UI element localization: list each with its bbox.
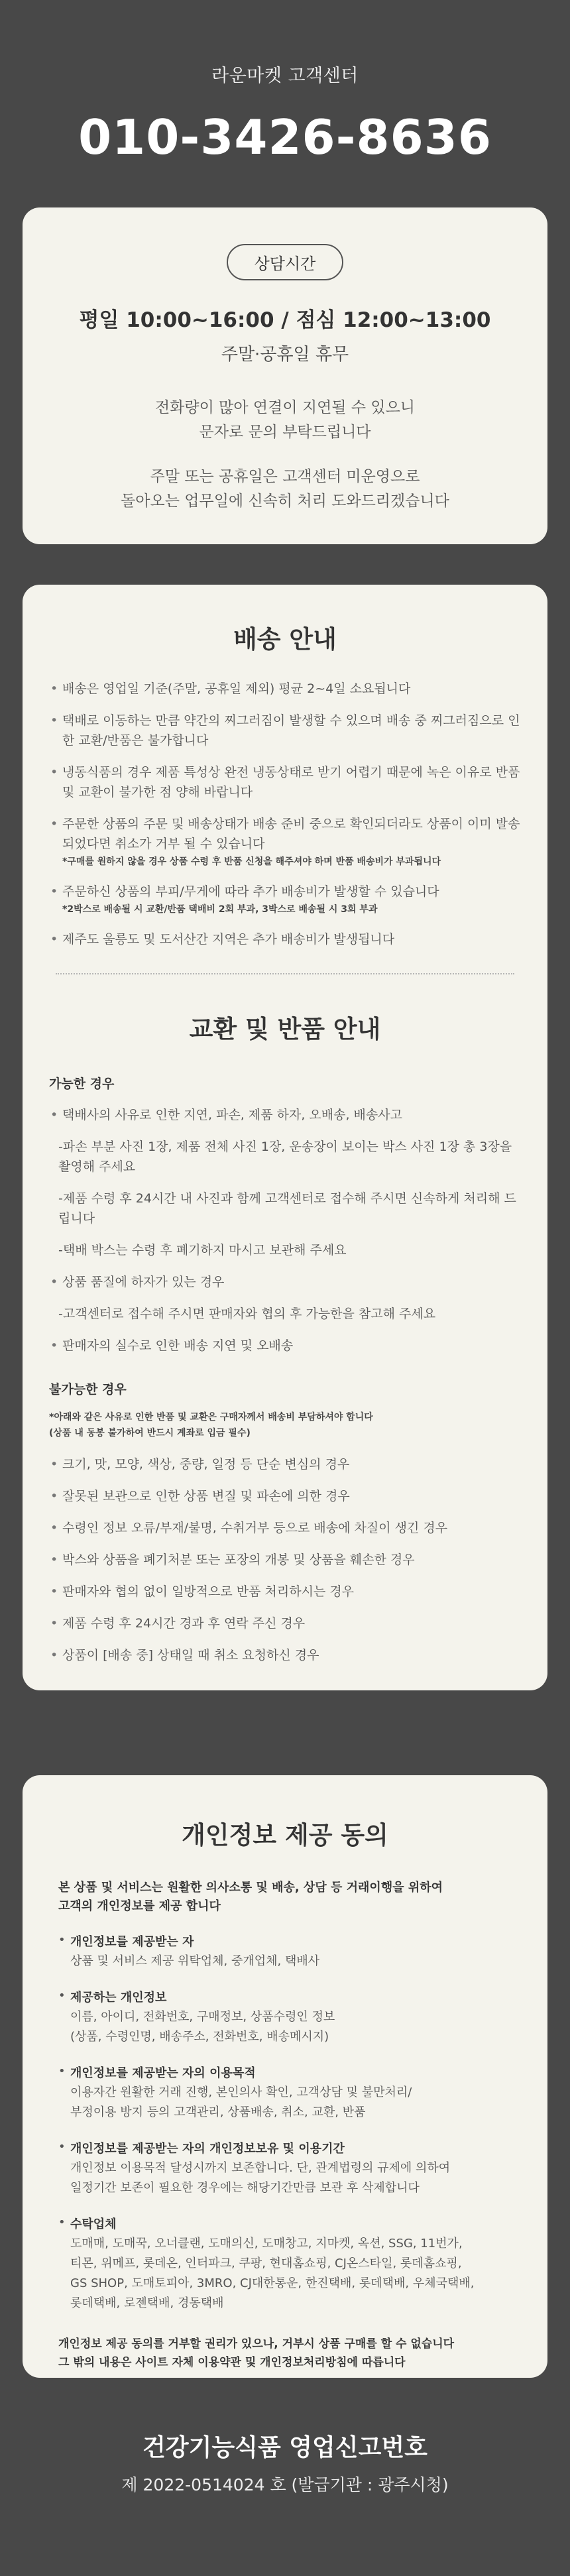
note-line: 전화량이 많아 연결이 지연될 수 있으니 [154, 399, 416, 416]
dotted-divider [56, 973, 514, 974]
privacy-item-line: 도매매, 도매꾹, 오너클랜, 도매의신, 도매창고, 지마켓, 옥션, SSG, 11번가, [70, 2237, 463, 2251]
privacy-item-contractors [58, 2215, 512, 2313]
footer-title: 건강기능식품 영업신고번호 [142, 2434, 428, 2461]
impossible-list [49, 1454, 521, 1665]
list-item: • 수령인 정보 오류/부재/불명, 수취거부 등으로 배송에 차질이 생긴 경우 [49, 1518, 521, 1538]
privacy-item-line: 부정이용 방지 등의 고객관리, 상품배송, 취소, 교환, 반품 [70, 2105, 366, 2119]
list-item: • 택배사의 사유로 인한 지연, 파손, 제품 하자, 오배송, 배송사고 [49, 1105, 521, 1125]
header-subtitle: 라운마켓 고객센터 [211, 66, 359, 86]
footer-registration: 제 2022-0514024 호 (발급기관 : 광주시청) [121, 2475, 449, 2494]
list-item: • 상품 품질에 하자가 있는 경우 [49, 1272, 521, 1292]
privacy-item-title: • 개인정보를 제공받는 자의 개인정보보유 및 이용기간 [70, 2142, 345, 2156]
possible-title: 가능한 경우 [49, 1077, 115, 1091]
privacy-card [23, 1775, 547, 2378]
list-item: • 제주도 울릉도 및 도서산간 지역은 추가 배송비가 발생됩니다 [49, 929, 521, 949]
privacy-item-line: 티몬, 위메프, 롯데온, 인터파크, 쿠팡, 현대홈쇼핑, CJ온스타일, 롯데홈쇼핑, [70, 2256, 462, 2270]
list-item: -제품 수령 후 24시간 내 사진과 함께 고객센터로 접수해 주시면 신속하게 처리해 드립니다 [58, 1191, 516, 1226]
shipping-title: 배송 안내 [233, 625, 337, 654]
privacy-title: 개인정보 제공 동의 [182, 1821, 388, 1849]
privacy-item-line: 일정기간 보존이 필요한 경우에는 해당기간만큼 보관 후 삭제합니다 [70, 2181, 420, 2195]
privacy-item-title: • 개인정보를 제공받는 자 [70, 1935, 194, 1949]
list-item: • 판매자의 실수로 인한 배송 지연 및 오배송 [49, 1336, 521, 1356]
privacy-item-title: • 수탁업체 [70, 2217, 117, 2231]
privacy-outro [58, 2335, 512, 2372]
list-item: -고객센터로 접수해 주시면 판매자와 협의 후 가능한을 참고해 주세요 [58, 1307, 436, 1321]
privacy-item-retention [58, 2140, 512, 2198]
note-line: 문자로 문의 부탁드립니다 [199, 424, 371, 441]
outro-line: 그 밖의 내용은 사이트 자체 이용약관 및 개인정보처리방침에 따릅니다 [58, 2356, 406, 2369]
hours-holiday: 주말·공휴일 휴무 [221, 345, 349, 365]
hours-badge: 상담시간 [227, 244, 344, 280]
list-item: • 주문하신 상품의 부피/무게에 따라 추가 배송비가 발생할 수 있습니다 *2박스로 배송될 시 교환/반품 택배비 2회 부과, 3박스로 배송될 시 3회 부과 [49, 882, 521, 917]
note-line: 돌아오는 업무일에 신속히 처리 도와드리겠습니다 [121, 493, 449, 510]
privacy-item-info [58, 1989, 512, 2047]
list-item: • 박스와 상품을 폐기처분 또는 포장의 개봉 및 상품을 훼손한 경우 [49, 1550, 521, 1570]
privacy-item-purpose [58, 2064, 512, 2123]
list-item: • 상품이 [배송 중] 상태일 때 취소 요청하신 경우 [49, 1645, 521, 1665]
possible-list [49, 1105, 521, 1356]
list-item: • 잘못된 보관으로 인한 상품 변질 및 파손에 의한 경우 [49, 1486, 521, 1506]
outro-line: 개인정보 제공 동의를 거부할 권리가 있으나, 거부시 상품 구매를 할 수 없습니다 [58, 2337, 455, 2351]
footer [0, 2429, 570, 2496]
privacy-intro [58, 1879, 512, 1916]
hours-note-2 [23, 465, 547, 514]
exchange-title: 교환 및 반품 안내 [189, 1015, 381, 1043]
list-item: -파손 부분 사진 1장, 제품 전체 사진 1장, 운송장이 보이는 박스 사진 1장 총 3장을 촬영해 주세요 [58, 1140, 512, 1174]
fine-line: *아래와 같은 사유로 인한 반품 및 교환은 구매자께서 배송비 부담하셔야 합니다 [49, 1412, 373, 1423]
header [0, 0, 570, 165]
privacy-item-line: (상품, 수령인명, 배송주소, 전화번호, 배송메시지) [70, 2030, 329, 2044]
privacy-item-line: 상품 및 서비스 제공 위탁업체, 중개업체, 택배사 [70, 1954, 320, 1968]
privacy-item-line: 이름, 아이디, 전화번호, 구매정보, 상품수령인 정보 [70, 2010, 335, 2024]
intro-line: 본 상품 및 서비스는 원활한 의사소통 및 배송, 상담 등 거래이행을 위하여 [58, 1881, 443, 1895]
impossible-fine [49, 1409, 521, 1441]
phone-number[interactable]: 010-3426-8636 [78, 109, 492, 165]
list-item: • 판매자와 협의 없이 일방적으로 반품 처리하시는 경우 [49, 1582, 521, 1602]
fine-note: *2박스로 배송될 시 교환/반품 택배비 2회 부과, 3박스로 배송될 시 3회 부과 [62, 904, 378, 915]
fine-note: *구매를 원하지 않을 경우 상품 수령 후 반품 신청을 해주셔야 하며 반품 배송비가 부과됩니다 [62, 856, 441, 867]
list-item: • 주문한 상품의 주문 및 배송상태가 배송 준비 중으로 확인되더라도 상품이 이미 발송되었다면 취소가 거부 될 수 있습니다 *구매를 원하지 않을 경우 상품 수령 후 반품 신청을 해주셔야 하며 반품 배송비가 부과됩니다 [49, 814, 521, 870]
privacy-item-line: 이용자간 원활한 거래 진행, 본인의사 확인, 고객상담 및 불만처리/ [70, 2085, 412, 2099]
hours-time: 평일 10:00~16:00 / 점심 12:00~13:00 [79, 308, 491, 332]
impossible-title: 불가능한 경우 [49, 1382, 127, 1397]
hours-card [23, 207, 547, 544]
privacy-item-recipient [58, 1933, 512, 1971]
privacy-item-title: • 개인정보를 제공받는 자의 이용목적 [70, 2066, 256, 2080]
privacy-item-line: GS SHOP, 도매토피아, 3MRO, CJ대한통운, 한진택배, 롯데택배, 우체국택배, [70, 2276, 475, 2290]
shipping-list [49, 679, 521, 949]
privacy-item-title: • 제공하는 개인정보 [70, 1991, 167, 2005]
intro-line: 고객의 개인정보를 제공 합니다 [58, 1899, 221, 1913]
fine-line: (상품 내 동봉 불가하여 반드시 계좌로 입금 필수) [49, 1428, 251, 1438]
list-item: • 택배로 이동하는 만큼 약간의 찌그러짐이 발생할 수 있으며 배송 중 찌그러짐으로 인한 교환/반품은 불가합니다 [49, 711, 521, 750]
note-line: 주말 또는 공휴일은 고객센터 미운영으로 [150, 468, 420, 485]
list-item: • 제품 수령 후 24시간 경과 후 연락 주신 경우 [49, 1613, 521, 1633]
shipping-exchange-card [23, 585, 547, 1690]
list-item: -택배 박스는 수령 후 폐기하지 마시고 보관해 주세요 [58, 1243, 347, 1258]
list-item: • 냉동식품의 경우 제품 특성상 완전 냉동상태로 받기 어렵기 때문에 녹은 이유로 반품 및 교환이 불가한 점 양해 바랍니다 [49, 762, 521, 802]
list-item: • 배송은 영업일 기준(주말, 공휴일 제외) 평균 2~4일 소요됩니다 [49, 679, 521, 699]
list-item: • 크기, 맛, 모양, 색상, 중량, 일정 등 단순 변심의 경우 [49, 1454, 521, 1474]
privacy-item-line: 개인정보 이용목적 달성시까지 보존합니다. 단, 관계법령의 규제에 의하여 [70, 2161, 451, 2175]
privacy-item-line: 롯데택배, 로젠택배, 경동택배 [70, 2296, 224, 2310]
hours-note-1 [23, 396, 547, 445]
